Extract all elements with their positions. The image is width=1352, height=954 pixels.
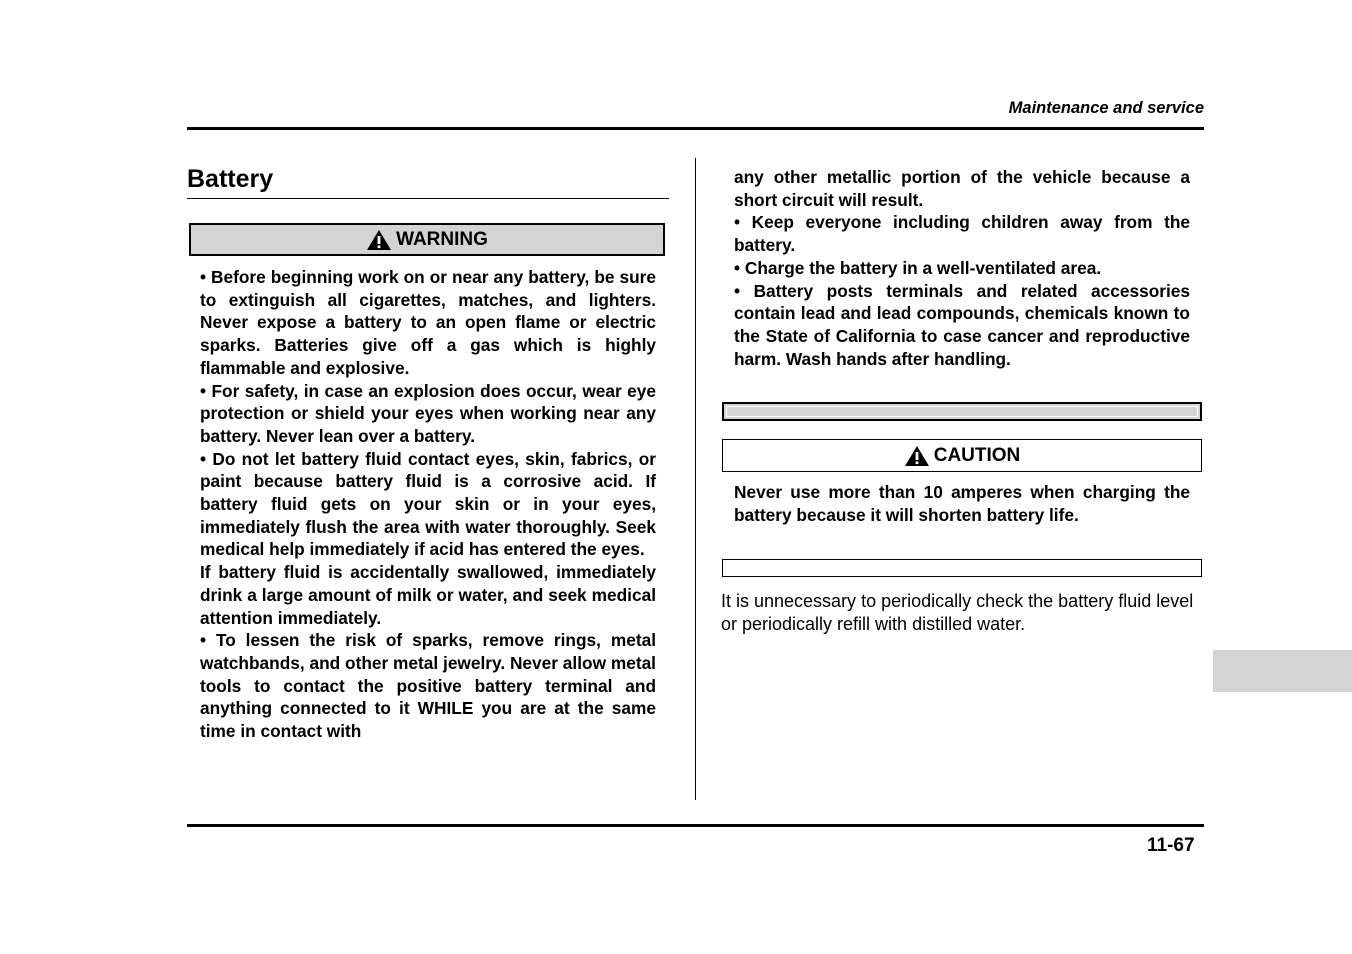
warning-paragraph: • Keep everyone including children away from the battery. xyxy=(734,212,1190,256)
warning-paragraph: • Charge the battery in a well-ventilated area. xyxy=(734,257,1102,278)
warning-paragraph: • Do not let battery fluid contact eyes, skin, fabrics, or paint because battery fluid is a corrosive acid. If battery fluid gets on your skin or in your eyes, immediately flush the area with water thoroughly. Seek medical help immediately if acid has entered the eyes. xyxy=(200,448,656,560)
header-rule xyxy=(187,127,1204,130)
caution-label: CAUTION xyxy=(933,444,1021,466)
warning-label: WARNING xyxy=(396,228,488,250)
warning-text-right xyxy=(734,166,1190,370)
warning-paragraph: any other metallic portion of the vehicle because a short circuit will result. xyxy=(734,167,1190,210)
caution-triangle-icon xyxy=(904,445,930,467)
caution-banner xyxy=(722,439,1202,472)
warning-text-left xyxy=(200,266,656,743)
page-number: 11-67 xyxy=(1147,835,1195,856)
column-divider xyxy=(695,158,696,800)
section-title: Battery xyxy=(187,165,274,193)
footer-rule xyxy=(187,824,1204,827)
warning-paragraph: • Battery posts terminals and related accessories contain lead and lead compounds, chemicals known to the State of California to case cancer and reproductive harm. Wash hands after handling. xyxy=(734,280,1190,369)
warning-paragraph: • To lessen the risk of sparks, remove rings, metal watchbands, and other metal jewelry. Never allow metal tools to contact the positive battery terminal and anything connected to it WHILE you are at the same time in contact with xyxy=(200,630,656,742)
running-header: Maintenance and service xyxy=(1008,99,1204,117)
battery-note: It is unnecessary to periodically check the battery fluid level or periodically refill with distilled water. xyxy=(721,591,1194,634)
title-underline xyxy=(187,198,669,199)
warning-paragraph: • For safety, in case an explosion does occur, wear eye protection or shield your eyes when working near any battery. Never lean over a battery. xyxy=(200,380,656,446)
warning-paragraph: If battery fluid is accidentally swallowed, immediately drink a large amount of milk or water, and seek medical attention immediately. xyxy=(200,562,656,628)
chapter-tab xyxy=(1213,650,1352,692)
warning-banner xyxy=(189,223,665,256)
warning-paragraph: • Before beginning work on or near any battery, be sure to extinguish all cigarettes, matches, and lighters. Never expose a battery to an open flame or electric sparks. Batteries give off a gas which is highly flammable and explosive. xyxy=(200,267,656,378)
warning-triangle-icon xyxy=(366,229,392,251)
caution-text: Never use more than 10 amperes when charging the battery because it will shorten battery life. xyxy=(734,482,1190,525)
warning-end-bar xyxy=(722,402,1202,421)
caution-end-bar xyxy=(722,559,1202,577)
